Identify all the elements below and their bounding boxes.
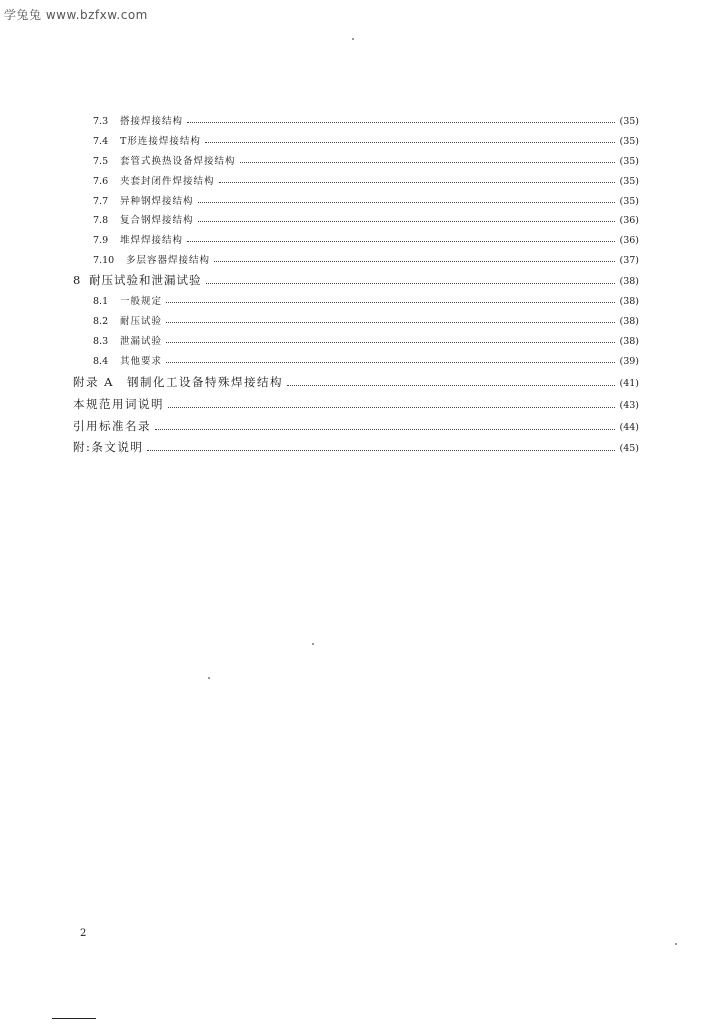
entry-title: 复合钢焊接结构 xyxy=(120,215,194,226)
entry-number: 8.3 xyxy=(93,336,109,347)
entry-number: 7.3 xyxy=(93,116,109,127)
toc-entry-usage-note[interactable] xyxy=(73,396,639,412)
entry-page: (44) xyxy=(619,422,639,433)
entry-title: 搭接焊接结构 xyxy=(120,116,184,127)
scan-speck xyxy=(312,643,314,645)
toc-entry-8-3[interactable] xyxy=(93,333,639,347)
entry-page: (36) xyxy=(619,215,639,226)
entry-page: (38) xyxy=(619,276,639,287)
dot-leader xyxy=(205,137,616,143)
entry-title: 耐压试验和泄漏试验 xyxy=(89,273,202,287)
toc-entry-7-4[interactable] xyxy=(93,133,639,147)
entry-page: (38) xyxy=(619,316,639,327)
toc-entry-7-6[interactable] xyxy=(93,173,639,187)
entry-title: 附:条文说明 xyxy=(73,440,144,454)
entry-title: 堆焊焊接结构 xyxy=(120,235,184,246)
entry-number: 7.6 xyxy=(93,176,109,187)
page-number: 2 xyxy=(80,928,87,939)
dot-leader xyxy=(187,236,615,242)
toc-entry-explanation[interactable] xyxy=(73,439,639,455)
scan-speck xyxy=(675,943,677,945)
watermark-text: 学兔兔 www.bzfxw.com xyxy=(4,8,148,22)
dot-leader xyxy=(155,422,615,429)
toc-entry-8-4[interactable] xyxy=(93,353,639,367)
dot-leader xyxy=(168,400,615,407)
entry-number: 8.2 xyxy=(93,316,109,327)
dot-leader xyxy=(240,157,616,163)
entry-title: 套管式换热设备焊接结构 xyxy=(120,156,236,167)
entry-number: 8.1 xyxy=(93,296,109,307)
entry-page: (37) xyxy=(619,255,639,266)
entry-page: (36) xyxy=(619,235,639,246)
toc-entry-7-7[interactable] xyxy=(93,193,639,207)
toc-entry-7-10[interactable] xyxy=(93,252,639,266)
dot-leader xyxy=(214,256,615,262)
entry-page: (38) xyxy=(619,296,639,307)
entry-number: 7.7 xyxy=(93,196,109,207)
entry-number: 8.4 xyxy=(93,356,109,367)
entry-title: 一般规定 xyxy=(120,296,163,307)
entry-page: (35) xyxy=(619,156,639,167)
entry-page: (38) xyxy=(619,336,639,347)
entry-page: (45) xyxy=(619,443,639,454)
entry-page: (43) xyxy=(619,400,639,411)
toc-entry-appendix-a[interactable] xyxy=(73,374,639,390)
entry-page: (35) xyxy=(619,136,639,147)
entry-number: 8 xyxy=(73,273,81,287)
dot-leader xyxy=(166,317,615,323)
entry-title: 本规范用词说明 xyxy=(73,397,164,411)
entry-title: 耐压试验 xyxy=(120,316,163,327)
entry-page: (39) xyxy=(619,356,639,367)
entry-page: (35) xyxy=(619,176,639,187)
dot-leader xyxy=(219,177,616,183)
entry-number: 7.10 xyxy=(93,255,115,266)
toc-entry-7-3[interactable] xyxy=(93,113,639,127)
entry-number: 7.4 xyxy=(93,136,109,147)
entry-title: T形连接焊接结构 xyxy=(120,136,201,147)
entry-page: (35) xyxy=(619,116,639,127)
scan-edge-line xyxy=(52,1018,96,1019)
toc-entry-8-1[interactable] xyxy=(93,293,639,307)
entry-page: (41) xyxy=(619,378,639,389)
entry-number: 7.8 xyxy=(93,215,109,226)
entry-title: 多层容器焊接结构 xyxy=(126,255,211,266)
entry-title: 夹套封闭件焊接结构 xyxy=(120,176,215,187)
scan-speck xyxy=(352,38,354,40)
entry-number: 7.9 xyxy=(93,235,109,246)
toc-entry-8-2[interactable] xyxy=(93,313,639,327)
scan-speck xyxy=(208,677,210,679)
dot-leader xyxy=(147,443,615,450)
toc-entry-7-9[interactable] xyxy=(93,232,639,246)
dot-leader xyxy=(206,276,616,283)
toc-entry-chapter-8[interactable] xyxy=(73,272,639,288)
entry-title: 其他要求 xyxy=(120,356,163,367)
dot-leader xyxy=(198,197,616,203)
toc-entry-ref-standards[interactable] xyxy=(73,418,639,434)
dot-leader xyxy=(187,117,615,123)
dot-leader xyxy=(198,216,616,222)
dot-leader xyxy=(166,337,615,343)
entry-number: 7.5 xyxy=(93,156,109,167)
dot-leader xyxy=(287,378,616,385)
entry-title: 泄漏试验 xyxy=(120,336,163,347)
entry-title: 附录 A 钢制化工设备特殊焊接结构 xyxy=(73,375,283,389)
toc-entry-7-8[interactable] xyxy=(93,212,639,226)
dot-leader xyxy=(166,297,615,303)
entry-title: 异种钢焊接结构 xyxy=(120,196,194,207)
dot-leader xyxy=(166,357,615,363)
entry-title: 引用标准名录 xyxy=(73,419,151,433)
entry-page: (35) xyxy=(619,196,639,207)
toc-entry-7-5[interactable] xyxy=(93,153,639,167)
